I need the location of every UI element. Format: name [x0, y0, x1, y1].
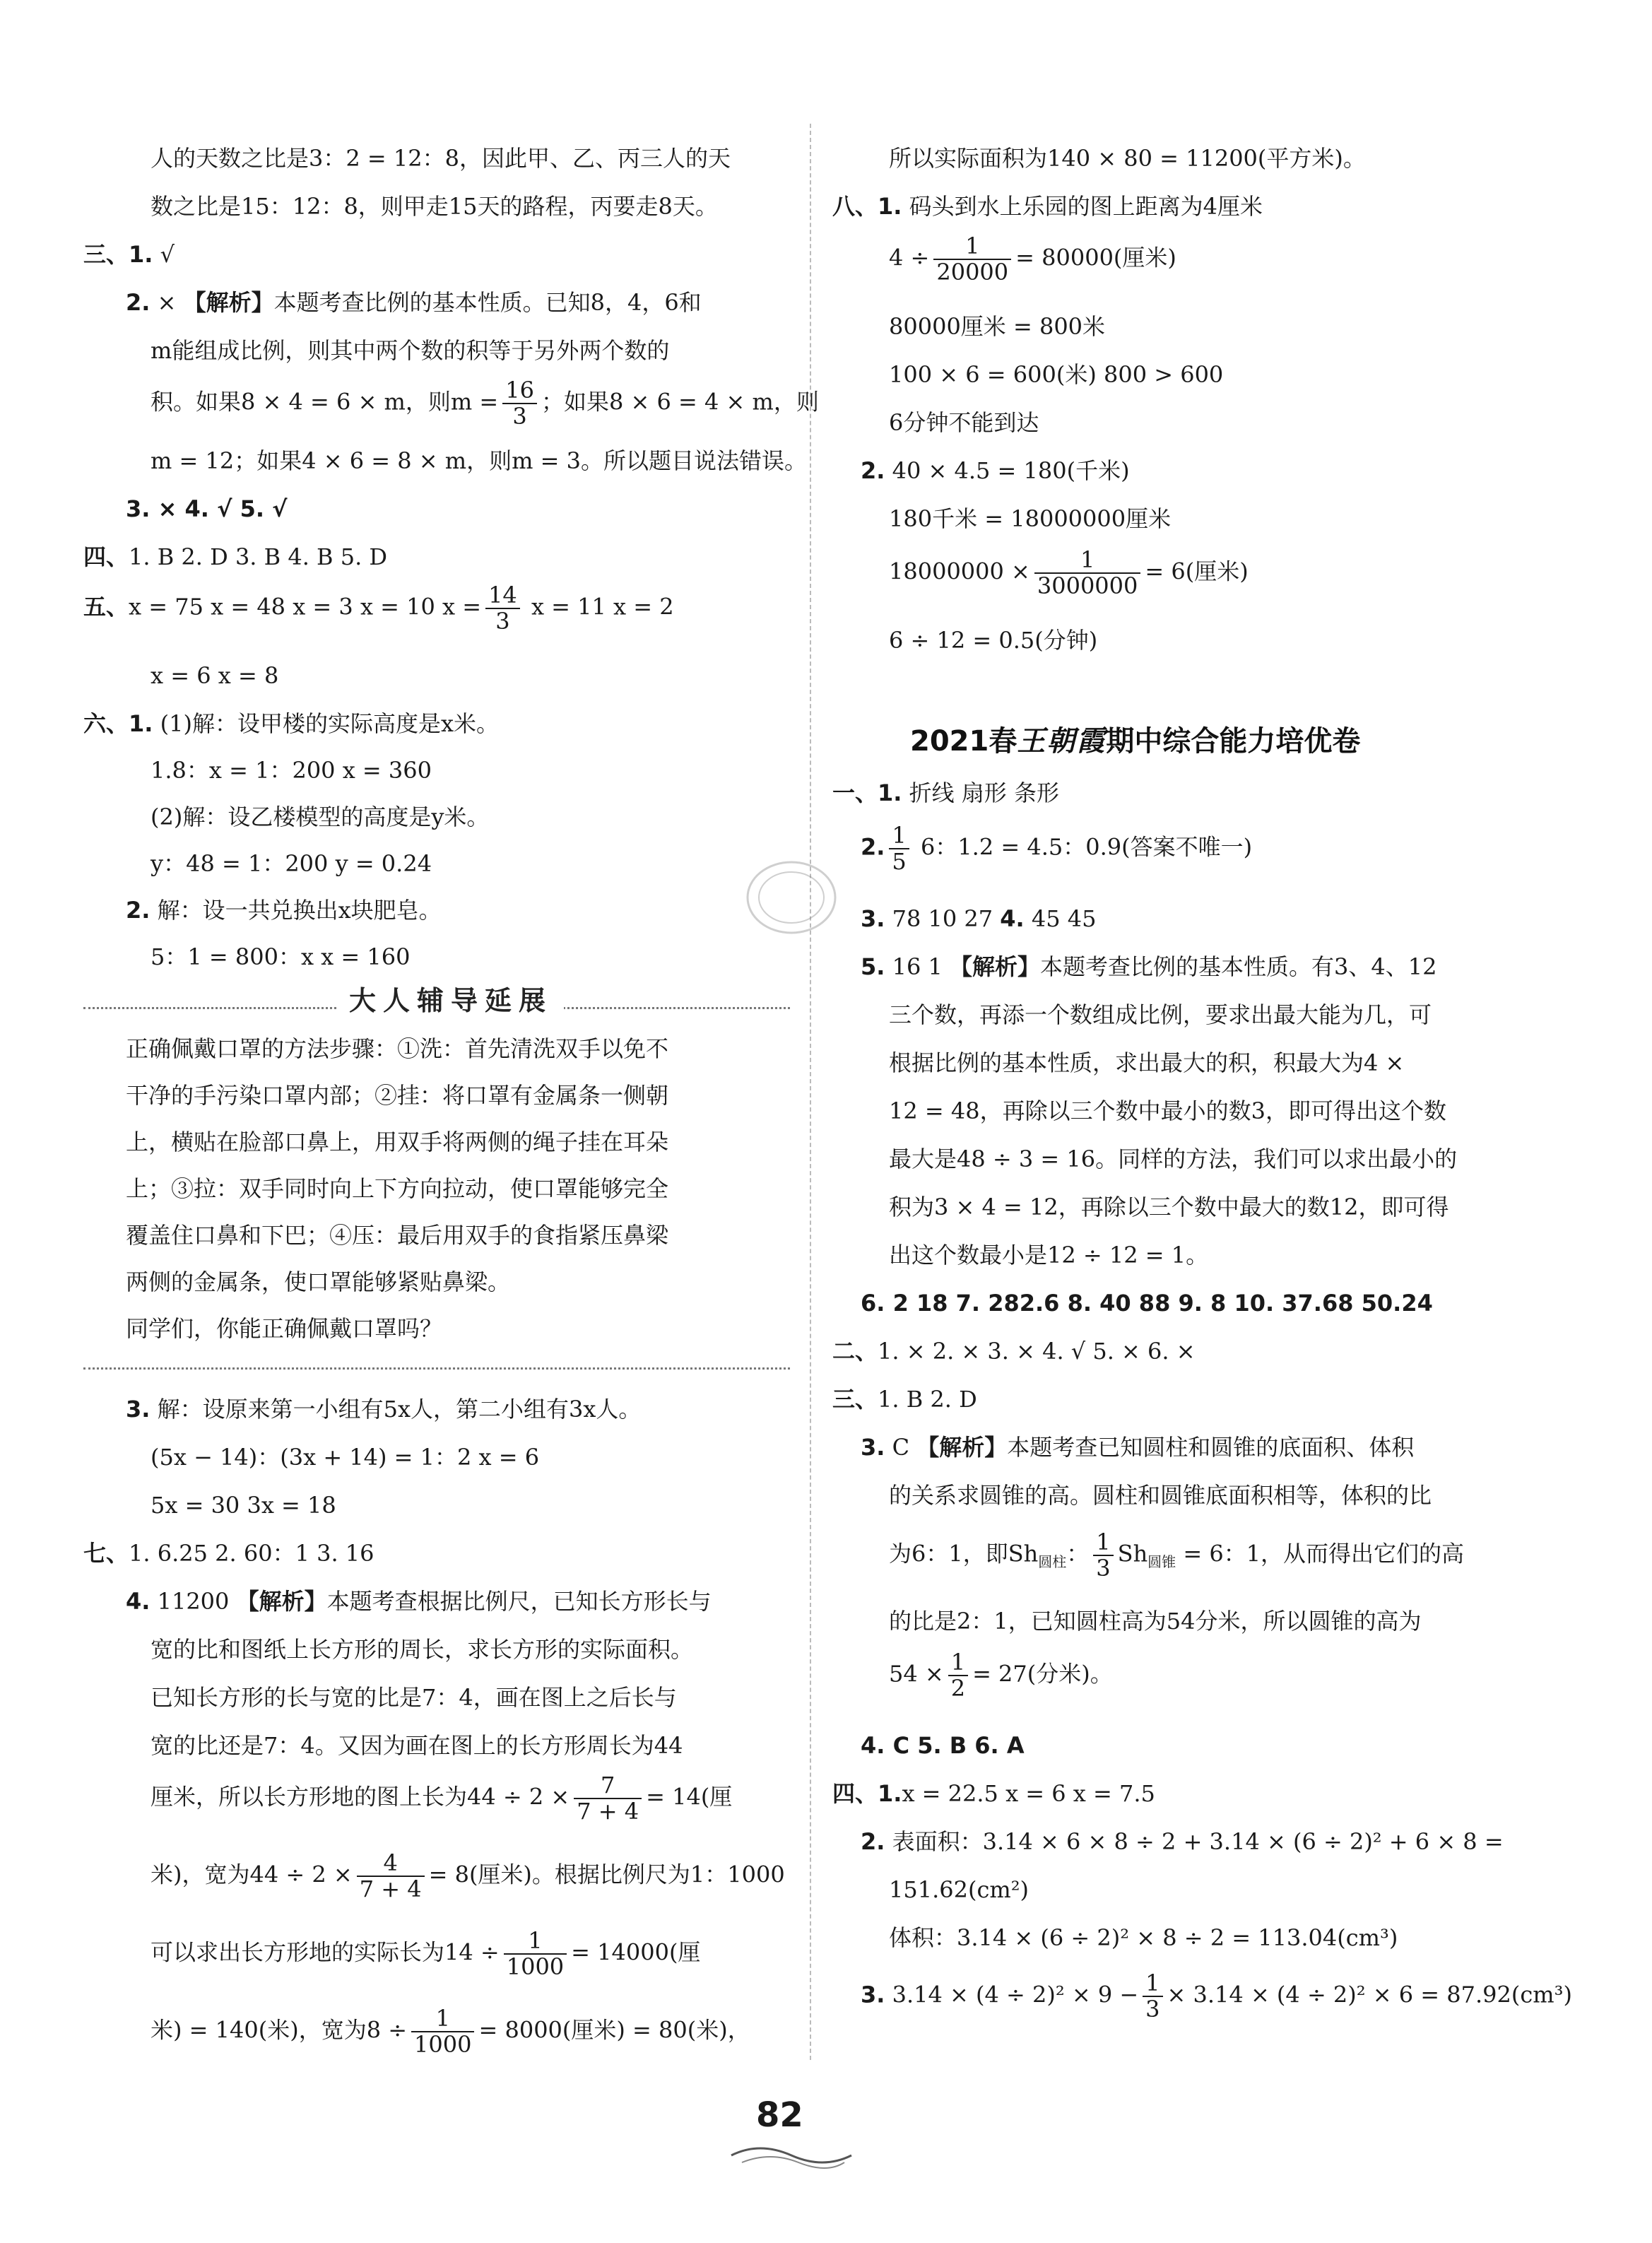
answer-line [861, 1434, 1414, 1461]
answer-line [126, 1396, 641, 1423]
text-line: (5x − 14)：(3x + 14) = 1：2 x = 6 [151, 1444, 540, 1471]
fraction-numerator: 1 [1093, 1530, 1113, 1556]
text: = 27(分米)。 [972, 1660, 1113, 1688]
item-number: 2. [861, 1828, 885, 1855]
fraction [411, 2006, 474, 2057]
answer: 1. 6.25 2. 60：1 3. 16 [129, 1540, 374, 1567]
text-line: 宽的比还是7：4。又因为画在图上的长方形周长为44 [151, 1732, 683, 1759]
fraction-numerator: 1 [889, 823, 909, 849]
fraction-numerator: 4 [357, 1851, 425, 1877]
text-line: 5：1 = 800：x x = 160 [151, 943, 411, 970]
answer: 16 1 [892, 953, 943, 980]
fraction-denominator: 7 + 4 [359, 1876, 422, 1903]
text-line: m = 12；如果4 × 6 = 8 × m，则m = 3。所以题目说法错误。 [151, 447, 807, 474]
text-line: 体积：3.14 × (6 ÷ 2)² × 8 ÷ 2 = 113.04(cm³) [889, 1924, 1398, 1951]
text-line: 最大是48 ÷ 3 = 16。同样的方法，我们可以求出最小的 [889, 1146, 1458, 1172]
fraction-denominator: 1000 [506, 1953, 565, 1981]
fraction [574, 1773, 642, 1824]
text: 本题考查比例的基本性质。有3、4、12 [1040, 953, 1437, 980]
answer-line [832, 779, 1059, 806]
answer: x = 11 x = 2 [531, 593, 674, 620]
section-label: 四、 [83, 543, 129, 570]
tips-text: 干净的手污染口罩内部；②挂：将口罩有金属条一侧朝 [126, 1082, 669, 1109]
text-line [151, 2006, 750, 2057]
fraction-numerator: 1 [411, 2006, 474, 2032]
text-line: 三个数，再添一个数组成比例，要求出最大能为几，可 [889, 1001, 1432, 1028]
fraction-denominator: 7 + 4 [577, 1798, 639, 1825]
answer-line [861, 953, 1436, 980]
text-line: 积为3 × 4 = 12，再除以三个数中最大的数12，即可得 [889, 1194, 1449, 1220]
answer: 1. × 2. × 3. × 4. √ 5. × 6. × [878, 1338, 1196, 1365]
text: 为6：1，即Sh [889, 1540, 1039, 1567]
item-number: 2. [861, 833, 885, 861]
answer-line [83, 543, 387, 570]
text: Sh [1117, 1540, 1148, 1567]
subscript: 圆柱 [1038, 1553, 1067, 1571]
section-label: 三、1. [83, 241, 153, 268]
fraction-denominator: 1000 [414, 2031, 472, 2059]
answer: 1. B 2. D 3. B 4. B 5. D [129, 543, 388, 570]
exam-title-year: 2021春 [910, 725, 1017, 758]
item-number: 2. [126, 289, 151, 316]
fraction [933, 234, 1011, 285]
text-line [151, 1929, 700, 1979]
fraction-numerator: 14 [485, 583, 520, 609]
fraction-denominator: 3000000 [1037, 572, 1138, 600]
tips-text: 覆盖住口鼻和下巴；④压：最后用双手的食指紧压鼻梁 [126, 1222, 669, 1249]
answer-line: 4. C 5. B 6. A [861, 1732, 1025, 1759]
item-number: 4. [1000, 905, 1025, 932]
text-line: 151.62(cm²) [889, 1876, 1029, 1903]
text-line [889, 234, 1176, 285]
fraction-numerator: 1 [1143, 1971, 1162, 1997]
brand-logo: 王朝霞 [1017, 724, 1107, 758]
section-label: 二、 [832, 1338, 878, 1365]
text: = 6(厘米) [1145, 558, 1249, 585]
text-line: 的比是2：1，已知圆柱高为54分米，所以圆锥的高为 [889, 1608, 1422, 1635]
text: = 8(厘米)。根据比例尺为1：1000 [428, 1861, 785, 1888]
answer-line [832, 193, 1263, 220]
text: ： [1066, 1540, 1090, 1567]
text: 18000000 × [889, 558, 1030, 585]
section-label: 一、1. [832, 779, 902, 806]
answer-line: x = 6 x = 8 [151, 662, 279, 689]
answer-line [861, 1828, 1504, 1855]
item-number: 3. [126, 1396, 151, 1423]
item-number: 4. [126, 1588, 151, 1615]
answer: C [892, 1434, 910, 1461]
answer-line [83, 1540, 374, 1567]
item-number: 3. [861, 1981, 885, 2008]
answer: 折线 扇形 条形 [909, 779, 1059, 806]
answer-line [832, 1338, 1196, 1365]
text: = 14(厘 [646, 1783, 733, 1811]
text-line: (2)解：设乙楼模型的高度是y米。 [151, 803, 490, 830]
answer-line [861, 823, 1252, 874]
fraction [1034, 548, 1141, 599]
text-line: 出这个数最小是12 ÷ 12 = 1。 [889, 1242, 1209, 1268]
text: × 3.14 × (4 ÷ 2)² × 6 = 87.92(cm³) [1167, 1981, 1572, 2008]
item-number: 3. [861, 1434, 885, 1461]
analysis-label: 【解析】 [236, 1588, 327, 1615]
text: = 80000(厘米) [1015, 244, 1176, 271]
stamp-icon [742, 855, 841, 940]
wave-ornament-icon [728, 2141, 855, 2170]
fraction-denominator: 3 [1096, 1555, 1111, 1582]
text: 码头到水上乐园的图上距离为4厘米 [909, 193, 1263, 220]
analysis-label: 【解析】 [950, 953, 1041, 980]
answer: √ [160, 241, 175, 268]
section-label: 四、1. [832, 1780, 902, 1807]
answer: 11200 [157, 1588, 230, 1615]
text-line: y：48 = 1：200 y = 0.24 [151, 850, 432, 877]
text: 表面积：3.14 × 6 × 8 ÷ 2 + 3.14 × (6 ÷ 2)² + 6 × 8 = [892, 1828, 1504, 1855]
subscript: 圆锥 [1147, 1553, 1176, 1571]
section-label: 五、 [83, 593, 129, 620]
fraction-denominator: 5 [892, 848, 907, 876]
answer-line [126, 289, 702, 316]
text-line: 180千米 = 18000000厘米 [889, 505, 1172, 532]
fraction [1143, 1971, 1162, 2022]
answer-line [832, 1386, 977, 1413]
tips-box-top [83, 985, 790, 1016]
exam-title-text: 期中综合能力培优卷 [1106, 725, 1361, 758]
fraction [1093, 1530, 1113, 1581]
item-number: 2. [861, 457, 885, 484]
text-line: 100 × 6 = 600(米) 800 > 600 [889, 361, 1224, 388]
fraction-denominator: 3 [1145, 1996, 1160, 2023]
section-label: 八、1. [832, 193, 902, 220]
answer: x = 75 x = 48 x = 3 x = 10 x = [129, 593, 482, 620]
page-number: 82 [756, 2095, 803, 2135]
analysis-label: 【解析】 [916, 1434, 1008, 1461]
text-line [889, 1650, 1113, 1701]
text: 54 × [889, 1660, 944, 1688]
text-line: 所以实际面积为140 × 80 = 11200(平方米)。 [889, 145, 1366, 172]
text-line: 的关系求圆锥的高。圆柱和圆锥底面积相等，体积的比 [889, 1482, 1432, 1509]
text: = 14000(厘 [571, 1938, 701, 1966]
fraction-numerator: 1 [1034, 548, 1141, 574]
answer: 78 10 27 [892, 905, 993, 932]
tips-text: 同学们，你能正确佩戴口罩吗？ [126, 1315, 443, 1342]
text-line: 宽的比和图纸上长方形的周长，求长方形的实际面积。 [151, 1636, 694, 1663]
fraction-denominator: 20000 [936, 259, 1009, 286]
text: 本题考查已知圆柱和圆锥的底面积、体积 [1007, 1434, 1415, 1461]
text: = 6：1，从而得出它们的高 [1183, 1540, 1465, 1567]
text: = 8000(厘米) = 80(米)， [478, 2016, 750, 2044]
fraction-numerator: 1 [948, 1650, 968, 1676]
answer-line [861, 457, 1130, 484]
text: 米)，宽为44 ÷ 2 × [151, 1861, 353, 1888]
exam-title [910, 724, 1360, 758]
answer: 6：1.2 = 4.5：0.9(答案不唯一) [920, 833, 1253, 861]
tips-text: 正确佩戴口罩的方法步骤：①洗：首先清洗双手以免不 [126, 1035, 669, 1062]
text: 可以求出长方形地的实际长为14 ÷ [151, 1938, 500, 1966]
fraction [504, 1929, 567, 1979]
text-line: 5x = 30 3x = 18 [151, 1492, 336, 1519]
answer: 45 45 [1031, 905, 1097, 932]
text-line: 12 = 48，再除以三个数中最小的数3，即可得出这个数 [889, 1097, 1446, 1124]
text: 3.14 × (4 ÷ 2)² × 9 − [892, 1981, 1139, 2008]
fraction-numerator: 1 [504, 1929, 567, 1955]
fraction [889, 823, 909, 874]
fraction-numerator: 16 [502, 378, 537, 404]
text-line: 本题考查比例的基本性质。已知8，4，6和 [273, 289, 702, 316]
text-line: 1.8：x = 1：200 x = 360 [151, 757, 432, 784]
tips-text: 两侧的金属条，使口罩能够紧贴鼻梁。 [126, 1268, 511, 1295]
text-line: 根据比例的基本性质，求出最大的积，积最大为4 × [889, 1049, 1405, 1076]
section-label: 六、1. [83, 710, 153, 737]
analysis-label: 【解析】 [183, 289, 274, 316]
text-line: 6 ÷ 12 = 0.5(分钟) [889, 627, 1098, 654]
answer-line [861, 1971, 1572, 2022]
section-label: 七、 [83, 1540, 129, 1567]
answer-line: 6. 2 18 7. 282.6 8. 40 88 9. 8 10. 37.68 50.24 [861, 1290, 1433, 1317]
tips-text: 上；③拉：双手同时向上下方向拉动，使口罩能够完全 [126, 1175, 669, 1202]
fraction [502, 378, 537, 429]
text-line [889, 548, 1249, 599]
answer-line [126, 1588, 712, 1615]
answer-line [83, 710, 499, 737]
fraction-denominator: 2 [950, 1675, 966, 1702]
fraction-numerator: 7 [574, 1773, 642, 1799]
answer: 1. B 2. D [878, 1386, 977, 1413]
text: 解：设原来第一小组有5x人，第二小组有3x人。 [157, 1396, 642, 1423]
text-line: 已知长方形的长与宽的比是7：4，画在图上之后长与 [151, 1684, 677, 1711]
text-line [151, 1773, 732, 1824]
answer: × [157, 289, 177, 316]
section-label: 三、 [832, 1386, 878, 1413]
text-line: 6分钟不能到达 [889, 409, 1039, 436]
text: 厘米，所以长方形地的图上长为44 ÷ 2 × [151, 1783, 570, 1811]
text-line: 人的天数之比是3：2 = 12：8，因此甲、乙、丙三人的天 [151, 145, 731, 172]
item-number: 2. [126, 897, 151, 924]
text-line [151, 1851, 785, 1902]
fraction [485, 583, 520, 634]
answer-line [126, 897, 442, 924]
text-line [889, 1530, 1464, 1581]
answer-line [832, 1780, 1155, 1807]
fraction-numerator: 1 [933, 234, 1011, 260]
fraction [357, 1851, 425, 1902]
answer: x = 22.5 x = 6 x = 7.5 [902, 1780, 1155, 1807]
text: 4 ÷ [889, 244, 930, 271]
item-number: 5. [861, 953, 885, 980]
text: 解：设一共兑换出x块肥皂。 [157, 897, 442, 924]
tips-text: 上，横贴在脸部口鼻上，用双手将两侧的绳子挂在耳朵 [126, 1129, 669, 1155]
text: 积。如果8 × 4 = 6 × m，则m = [151, 388, 499, 416]
answer-line [83, 583, 674, 634]
item-number: 3. [861, 905, 885, 932]
text: (1)解：设甲楼的实际高度是x米。 [160, 710, 499, 737]
text-line: 80000厘米 = 800米 [889, 313, 1106, 340]
fraction [948, 1650, 968, 1701]
fraction-denominator: 3 [495, 608, 510, 635]
text-line: m能组成比例，则其中两个数的积等于另外两个数的 [151, 337, 670, 364]
answer-line [83, 241, 175, 268]
text-line [151, 378, 819, 429]
answer-line: 3. × 4. √ 5. √ [126, 495, 288, 522]
text: 本题考查根据比例尺，已知长方形长与 [326, 1588, 712, 1615]
answer-line [861, 905, 1096, 932]
text: 米) = 140(米)，宽为8 ÷ [151, 2016, 408, 2044]
text: 40 × 4.5 = 180(千米) [892, 457, 1130, 484]
tips-box-title: 大人辅导延展 [338, 985, 564, 1018]
fraction-denominator: 3 [512, 403, 527, 430]
tips-box-bottom [83, 1367, 790, 1370]
text-line: 数之比是15：12：8，则甲走15天的路程，丙要走8天。 [151, 193, 718, 220]
text: ；如果8 × 6 = 4 × m，则 [541, 388, 819, 416]
